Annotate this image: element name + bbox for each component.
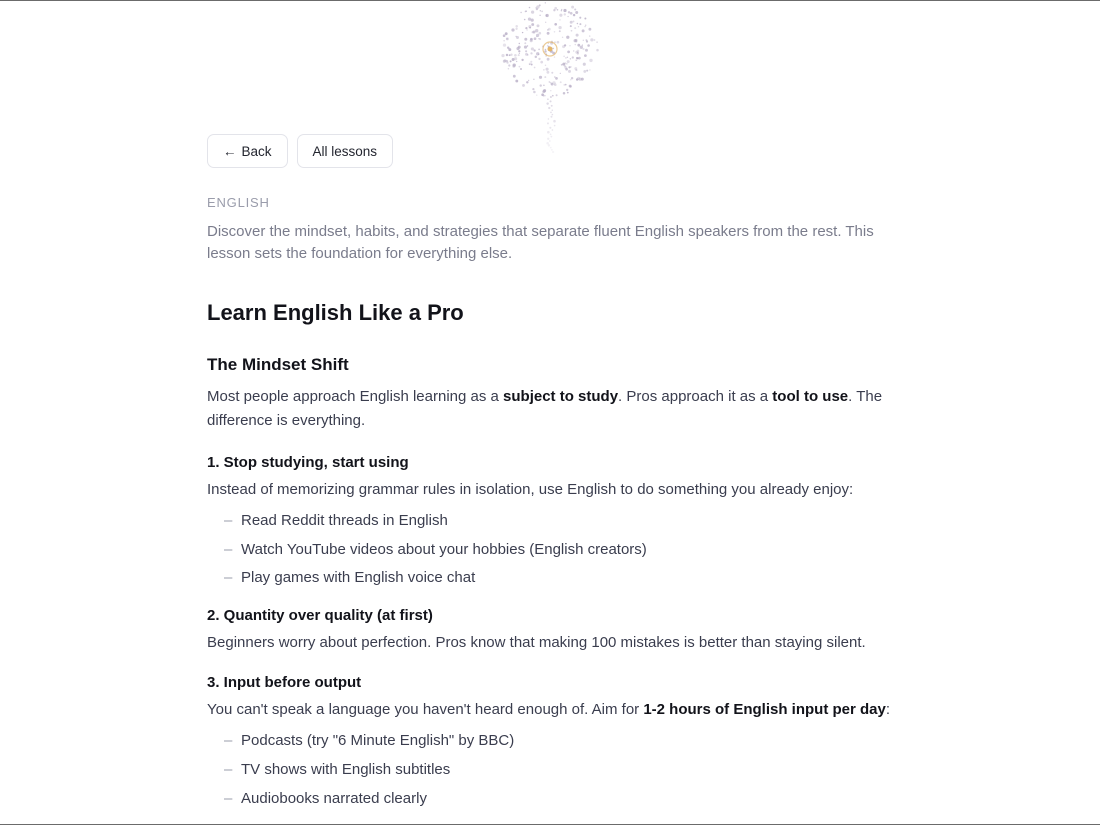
dandelion-decoration: [495, 1, 605, 156]
lesson-content: [207, 134, 897, 817]
mindset-paragraph: Most people approach English learning as a subject to study. Pros approach it as a tool to use. The difference is everything.: [207, 388, 883, 429]
point-1-title: 1. Stop studying, start using: [207, 454, 409, 471]
point-3-title: 3. Input before output: [207, 674, 362, 692]
point-2-text: Beginners worry about perfection. Pros know that making 100 mistakes is better than staying silent.: [207, 634, 866, 652]
point-3-text: You can't speak a language you haven't heard enough of. Aim for 1-2 hours of English input per day:: [207, 701, 891, 719]
list-item: – Audiobooks narrated clearly: [224, 789, 427, 807]
lesson-title: Learn English Like a Pro: [207, 300, 464, 325]
lesson-nav: [207, 134, 897, 168]
point-3-list: [207, 731, 897, 808]
list-item: – Watch YouTube videos about your hobbies (English creators): [224, 540, 647, 558]
point-2-title: 2. Quantity over quality (at first): [207, 607, 433, 625]
back-label: Back: [241, 143, 272, 159]
point-1-text: Instead of memorizing grammar rules in isolation, use English to do something you already enjoy:: [207, 481, 854, 498]
point-1-list: [207, 511, 897, 588]
all-lessons-button[interactable]: All lessons: [297, 134, 394, 168]
list-item: – TV shows with English subtitles: [224, 761, 451, 779]
list-item: – Read Reddit threads in English: [224, 512, 448, 529]
back-button[interactable]: [207, 134, 288, 168]
list-item: – Podcasts (try "6 Minute English" by BBC): [224, 732, 515, 750]
back-arrow-icon: ←: [223, 143, 237, 159]
lesson-category: ENGLISH: [207, 195, 270, 210]
section-title: The Mindset Shift: [207, 355, 349, 374]
lesson-intro: Discover the mindset, habits, and strategies that separate fluent English speakers from the rest. This lesson sets the foundation for everything else.: [207, 223, 874, 262]
list-item: – Play games with English voice chat: [224, 569, 476, 587]
